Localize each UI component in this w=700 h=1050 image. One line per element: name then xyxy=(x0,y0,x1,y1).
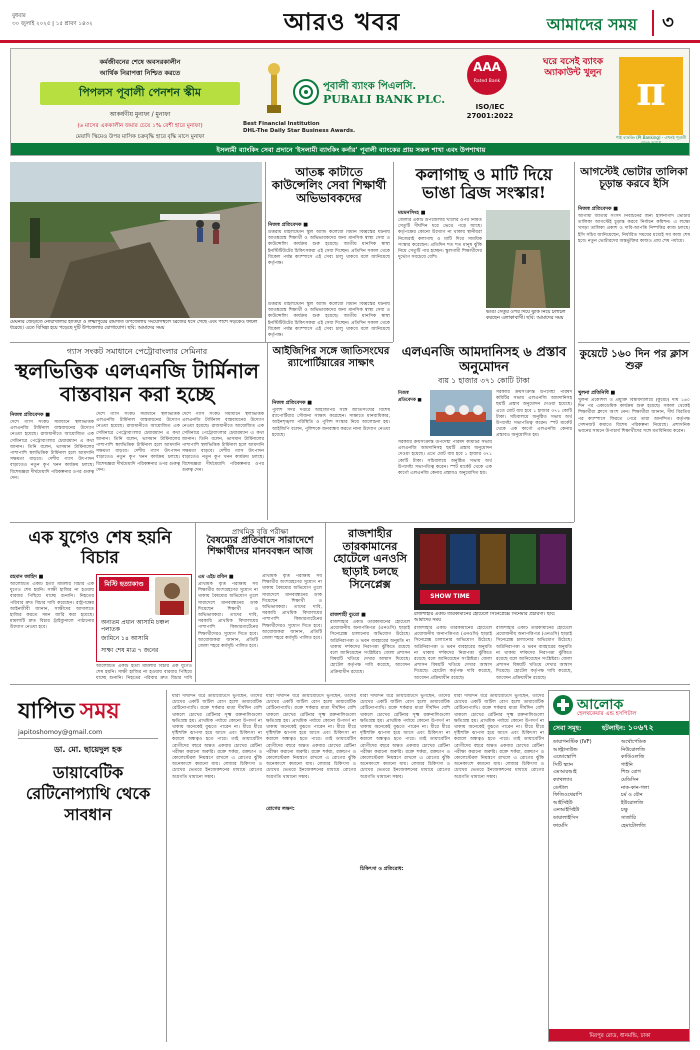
kalagach-photo-caption: ভাঙা সেতুর ওপর দিয়ে ঝুঁকি নিয়ে চলাচল করছেন এলাকাবাসী। ছবি: আমাদের সময় xyxy=(486,310,566,321)
health-brand-bottom: সময় xyxy=(79,698,120,724)
rating-value: AAA xyxy=(473,60,501,74)
hotline-label: হটলাইন: xyxy=(601,724,626,732)
hotline-number: ১০৬৭২ xyxy=(627,723,654,732)
teachers-headline: বৈষম্যের প্রতিবাদে সারাদেশে শিক্ষার্থীদের মানববন্ধন আজ xyxy=(206,535,314,557)
bank-ad xyxy=(10,48,690,156)
offer-bullet-2: (৬ মাসের এককালীন জমার চেয়ে ১% বেশী হারে মুনাফা) xyxy=(77,123,203,129)
services-list xyxy=(553,739,617,830)
service-item: মেডিসিন xyxy=(621,776,639,783)
health-sub-1: রোগের লক্ষণ: xyxy=(266,806,356,813)
page-number: ৩ xyxy=(652,10,682,36)
rule-h2 xyxy=(10,522,574,523)
offer-line-2: আর্থিক নিরাপত্তা নিশ্চিত করতে xyxy=(99,69,181,77)
brand-logo: আমাদের সময় xyxy=(546,15,637,34)
lng-ship-photo xyxy=(430,390,492,436)
cinema-body-col3: রাজশাহীর একটি তারকামানের হোটেলে প্রয়োজনীয় অনাপত্তিপত্র (এনওসি) ছাড়াই সিনেপ্লেক্স চালানোর অভিযোগ উঠেছে। অগ্নিনিরাপত্তা ও ভবন ব্যবহারের অনুমতি না থাকায় দর্শকদের নিরাপত্তা ঝুঁকিতে রয়েছে বলে জানিয়েছেন সংশ্লিষ্টরা। জেলা প্রশাসন বিষয়টি খতিয়ে দেখার আশ্বাস দিয়েছে। হোটেল কর্তৃপক্ষ দাবি করেছে, আবেদন প্রক্রিয়াধীন রয়েছে। xyxy=(496,626,572,680)
voter-byline: নিজস্ব প্রতিবেদক ■ xyxy=(578,206,618,212)
award-line-2: DHL-The Daily Star Business Awards. xyxy=(243,128,356,134)
service-item: চর্ম ও যৌন xyxy=(621,792,643,799)
bridge-photo-caption: মেঘনার জেড়াতে নোয়াখালীর হাতিয়া ও লক্ষ্মীপুরের রামগতি উপজেলায় সংযোগস্থলে ব্রিজের ধসে গেছে এবং পাশে সড়কেও ফাটল ধরেছে। এতে বিচ্ছিন্ন হয়ে পড়েছে দুটি উপজেলার যোগাযোগ। ছবি: আমাদের সময় xyxy=(10,320,258,331)
hospital-ad xyxy=(548,690,690,1042)
teachers-body-col1: প্রাথমিক বৃত্তি পরীক্ষায় সব শিক্ষার্থীর অংশগ্রহণের সুযোগ না থাকায় বৈষম্যের অভিযোগ তুলে সারাদেশে মানববন্ধনের ডাক দিয়েছেন শিক্ষার্থী ও অভিভাবকরা। তাদের দাবি, সরকারি প্রাথমিক বিদ্যালয়ের পাশাপাশি কিন্ডারগার্টেনের শিক্ষার্থীদেরও সুযোগ দিতে হবে। আয়োজকরা জানান, প্রতিটি জেলা শহরে কর্মসূচি পালিত হবে। xyxy=(198,582,258,650)
services-list-2 xyxy=(621,739,687,830)
offer-line-1: কর্মজীবনের শেষে অবসরকালীন xyxy=(99,58,181,66)
poster-5 xyxy=(540,534,566,584)
lng-body-col3: দেশে গ্যাস সংকট সমাধানে স্থলভিত্তিক এলএনজি টার্মিনাল বাস্তবায়নের উদ্যোগ নেওয়া হয়েছে। রাজধানীতে আয়োজিত এক সেমিনারে পেট্রোবাংলার চেয়ারম্যান এ কথা জানান। তিনি বলেন, ভাসমান টার্মিনালের পাশাপাশি স্থলভিত্তিক টার্মিনাল হলে আমদানি সক্ষমতা বাড়বে। দেশীয় গ্যাস উৎপাদন বাড়াতেও নতুন কূপ খনন কার্যক্রম চলছে। বিশেষজ্ঞরা দীর্ঘমেয়াদি পরিকল্পনার ওপর গুরুত্ব দেন। xyxy=(182,412,264,473)
award-text xyxy=(243,121,383,135)
service-item: এনআইসিইউ xyxy=(553,807,580,814)
pension-offer xyxy=(25,57,255,142)
cinema-byline: রাজশাহী ব্যুরো ■ xyxy=(330,612,366,618)
health-sub-2: চিকিৎসা ও প্রতিরোধ: xyxy=(360,866,450,873)
hospital-subtitle: হেলথকেয়ার এন্ড হসপিটাল xyxy=(577,711,637,717)
lng-import-body-col1: সরকারি ক্রয়সংক্রান্ত উপদেষ্টা পরিষদ কমিটির সভায় এলএনজি আমদানিসহ ছয়টি প্রস্তাব অনুমোদন দেওয়া হয়েছে। এতে মোট ব্যয় হবে ১ হাজার ৩৭১ কোটি টাকা। সচিবালয়ে অনুষ্ঠিত সভায় অর্থ উপদেষ্টা সভাপতিত্ব করেন। স্পট মার্কেট থেকে এক কার্গো এলএনজি কেনার প্রস্তাবও অনুমোদিত হয়। xyxy=(398,440,492,477)
health-brand-top: যাপিত xyxy=(18,698,75,724)
hospital-name: আলোক xyxy=(577,697,624,713)
lng-headline: স্থলভিত্তিক এলএনজি টার্মিনাল বাস্তবায়ন করা হচ্ছে xyxy=(15,359,259,406)
pi-icon: π xyxy=(619,57,683,135)
cinema-caption: রাজশাহীর একটি তারকামানের হোটেলে সিনেপ্লেক্সে সিনেমার প্রচারণা। ছবি: আমাদের সময় xyxy=(414,612,556,623)
date-line: বুধবার ৩০ জুলাই ২০২৫ | ১৫ শ্রাবণ ১৪৩২ xyxy=(12,13,93,27)
missed-box-item-3: সাক্ষ্য শেষ মাত্র ৭ জনের xyxy=(101,647,159,654)
lng-byline: নিজস্ব প্রতিবেদক ■ xyxy=(10,412,50,418)
service-item: ইউরোলজি xyxy=(621,799,644,806)
rating-label: Rated Bank xyxy=(473,79,501,84)
health-body-col1: যারা দীর্ঘদিন ধরে ডায়াবেটিসে ভুগছেন, তাদের চোখের একটি জটিল রোগ হলো ডায়াবেটিক রেটিনোপ্যাথি। রক্তে শর্করার মাত্রা দীর্ঘদিন বেশি থাকলে চোখের রেটিনার সূক্ষ্ম রক্তনালিগুলো ক্ষতিগ্রস্ত হয়। প্রাথমিক পর্যায়ে কোনো উপসর্গ না থাকায় অনেকেই বুঝতে পারেন না। ধীরে ধীরে দৃষ্টিশক্তি ঝাপসা হয়ে আসে এবং চিকিৎসা না করালে অন্ধত্বও হতে পারে। তাই ডায়াবেটিস রোগীদের বছরে অন্তত একবার চোখের রেটিনা পরীক্ষা করানো জরুরি। রক্তে শর্করা, রক্তচাপ ও কোলেস্টেরল নিয়ন্ত্রণে রাখলে এ রোগের ঝুঁকি অনেকাংশে কমানো যায়। লেজার চিকিৎসা ও চোখের ভেতরে ইনজেকশনের মাধ্যমে রোগের অগ্রগতি থামানো সম্ভব। xyxy=(172,694,262,780)
trial-byline: রহমান জাহিদ ■ xyxy=(10,574,44,580)
hospital-address: মিরপুর রোড, ধানমন্ডি, ঢাকা xyxy=(549,1029,690,1042)
service-item: নিউরোলজি xyxy=(621,746,646,753)
service-item: সার্জারি xyxy=(621,814,636,821)
rule-v4 xyxy=(267,342,268,520)
rule-h-voter xyxy=(578,342,690,343)
rule-v2 xyxy=(393,162,394,342)
igp-body: পুলিশ সদর দপ্তরে আইজিপির সঙ্গে জাতিসংঘের বিশেষ র‌্যাপোর্টিয়ার সৌজন্য সাক্ষাৎ করেছেন। সাক্ষাতে মানবাধিকার, আইনশৃঙ্খলা পরিস্থিতি ও পুলিশ সংস্কার নিয়ে আলোচনা হয়। আইজিপি বলেন, পুলিশকে জনবান্ধব করতে নানা উদ্যোগ নেওয়া হয়েছে। xyxy=(272,408,390,438)
health-email: japitoshomoy@gmail.com xyxy=(18,728,103,736)
rule-v1 xyxy=(265,162,266,342)
health-body-col4: যারা দীর্ঘদিন ধরে ডায়াবেটিসে ভুগছেন, তাদের চোখের একটি জটিল রোগ হলো ডায়াবেটিক রেটিনোপ্যাথি। রক্তে শর্করার মাত্রা দীর্ঘদিন বেশি থাকলে চোখের রেটিনার সূক্ষ্ম রক্তনালিগুলো ক্ষতিগ্রস্ত হয়। প্রাথমিক পর্যায়ে কোনো উপসর্গ না থাকায় অনেকেই বুঝতে পারেন না। ধীরে ধীরে দৃষ্টিশক্তি ঝাপসা হয়ে আসে এবং চিকিৎসা না করালে অন্ধত্বও হতে পারে। তাই ডায়াবেটিস রোগীদের বছরে অন্তত একবার চোখের রেটিনা পরীক্ষা করানো জরুরি। রক্তে শর্করা, রক্তচাপ ও কোলেস্টেরল নিয়ন্ত্রণে রাখলে এ রোগের ঝুঁকি অনেকাংশে কমানো যায়। লেজার চিকিৎসা ও চোখের ভেতরে ইনজেকশনের মাধ্যমে রোগের অগ্রগতি থামানো সম্ভব। xyxy=(454,694,544,780)
hospital-hotline-bar xyxy=(549,721,690,735)
masthead-rule xyxy=(0,40,700,43)
trial-body-col1: আলোচিত একটি হত্যা মামলার বিচার এক যুগেও শেষ হয়নি। সাক্ষী হাজির না হওয়ায় বারবার পিছিয়ে যাচ্ছে শুনানি। নিহতের পরিবার দ্রুত বিচার দাবি করেছেন। রাষ্ট্রপক্ষের আইনজীবী জানান, সাক্ষীদের আদালতে হাজির করতে সমন জারি করা হয়েছে। মামলাটি দ্রুত বিচার ট্রাইব্যুনালে পাঠানোর উদ্যোগ নেওয়া হবে। xyxy=(10,582,94,631)
service-item: কার্ডিওলজি xyxy=(621,754,645,761)
missed-box-item-1: অন্যতম প্রধান আসামি চঞ্চল পলাতক xyxy=(101,619,169,633)
trial-body-col2: আলোচিত একটি হত্যা মামলার বিচার এক যুগেও শেষ হয়নি। সাক্ষী হাজির না হওয়ায় বারবার পিছিয়ে যাচ্ছে শুনানি। নিহতের পরিবার দ্রুত বিচার দাবি xyxy=(96,664,192,680)
poster-3 xyxy=(480,534,506,584)
counseling-headline: আতঙ্ক কাটাতে কাউন্সেলিং সেবা শিক্ষার্থী অভিভাবকদের xyxy=(271,165,387,206)
kuet-body: খুলনা প্রকৌশল ও প্রযুক্তি বিশ্ববিদ্যালয়ে (কুয়েট) দীর্ঘ ১৬০ দিন পর একাডেমিক কার্যক্রম শুরু হয়েছে। সকাল থেকেই শিক্ষার্থীরা ক্লাসে অংশ নেন। শিক্ষার্থীরা জানান, দীর্ঘ বিরতির পর ক্যাম্পাসে ফিরতে পেরে তারা আনন্দিত। কর্তৃপক্ষ সেশনজট কমাতে বিশেষ পরিকল্পনা নিয়েছে। প্রশাসনিক ভবনের সামনে উপাচার্য শিক্ষার্থীদের সঙ্গে মতবিনিময় করেন। xyxy=(578,398,690,435)
teachers-kicker: প্রাথমিক বৃত্তি পরীক্ষা xyxy=(231,528,289,536)
lng-import-kicker: ব্যয় ১ হাজার ৩৭১ কোটি টাকা xyxy=(438,376,530,385)
rule-h1 xyxy=(10,342,393,343)
service-item: ফিজিওথেরাপি xyxy=(553,792,582,799)
hospital-logo-bar xyxy=(549,691,690,721)
kuet-byline: খুলনা প্রতিনিধি ■ xyxy=(578,390,616,396)
health-email-rule xyxy=(18,738,158,739)
lng-import-headline: এলএনজি আমদানিসহ ৬ প্রস্তাব অনুমোদন xyxy=(401,345,567,375)
cinema-photo xyxy=(414,528,572,610)
lng-body-col1: দেশে গ্যাস সংকট সমাধানে স্থলভিত্তিক এলএনজি টার্মিনাল বাস্তবায়নের উদ্যোগ নেওয়া হয়েছে। রাজধানীতে আয়োজিত এক সেমিনারে পেট্রোবাংলার চেয়ারম্যান এ কথা জানান। তিনি বলেন, ভাসমান টার্মিনালের পাশাপাশি স্থলভিত্তিক টার্মিনাল হলে আমদানি সক্ষমতা বাড়বে। দেশীয় গ্যাস উৎপাদন বাড়াতেও নতুন কূপ খনন কার্যক্রম চলছে। বিশেষজ্ঞরা দীর্ঘমেয়াদি পরিকল্পনার ওপর গুরুত্ব দেন। xyxy=(10,420,94,481)
teachers-body-col2: প্রাথমিক বৃত্তি পরীক্ষায় সব শিক্ষার্থীর অংশগ্রহণের সুযোগ না থাকায় বৈষম্যের অভিযোগ তুলে সারাদেশে মানববন্ধনের ডাক দিয়েছেন শিক্ষার্থী ও অভিভাবকরা। তাদের দাবি, সরকারি প্রাথমিক বিদ্যালয়ের পাশাপাশি কিন্ডারগার্টেনের শিক্ষার্থীদেরও সুযোগ দিতে হবে। আয়োজকরা জানান, প্রতিটি জেলা শহরে কর্মসূচি পালিত হবে। xyxy=(262,574,322,642)
kalagach-body: জেলার একটি উপজেলার খালের ওপর নির্মিত সেতুটি দীর্ঘদিন ধরে ভেঙে পড়ে আছে। কর্তৃপক্ষের কোনো উদ্যোগ না থাকায় স্থানীয়রা নিজেরাই কলাগাছ ও মাটি দিয়ে সাময়িক সংস্কার করেছেন। প্রতিদিন শত শত মানুষ ঝুঁকি নিয়ে সেতুটি পার হচ্ছেন। স্কুলগামী শিক্ষার্থীদের দুর্ভোগ সবচেয়ে বেশি। xyxy=(398,218,482,261)
service-item: হেমাটোলজি xyxy=(621,822,646,829)
igp-byline: নিজস্ব প্রতিবেদক ■ xyxy=(272,400,312,406)
service-item: সিটি স্ক্যান xyxy=(553,761,573,768)
bank-name-en: PUBALI BANK PLC. xyxy=(323,93,446,106)
lng-import-body-col2: সরকারি ক্রয়সংক্রান্ত উপদেষ্টা পরিষদ কমিটির সভায় এলএনজি আমদানিসহ ছয়টি প্রস্তাব অনুমোদন দেওয়া হয়েছে। এতে মোট ব্যয় হবে ১ হাজার ৩৭১ কোটি টাকা। সচিবালয়ে অনুষ্ঠিত সভায় অর্থ উপদেষ্টা সভাপতিত্ব করেন। স্পট মার্কেট থেকে এক কার্গো এলএনজি কেনার প্রস্তাবও অনুমোদিত হয়। xyxy=(496,390,572,439)
poster-1 xyxy=(420,534,446,584)
cinema-headline: রাজশাহীর তারকামানের হোটেলে এনওসি ছাড়াই চলছে সিনেপ্লেক্স xyxy=(333,527,407,591)
voter-headline: আগস্টেই ভোটার তালিকা চূড়ান্ত করবে ইসি xyxy=(580,166,688,191)
rule-v3 xyxy=(574,162,575,522)
service-item: নাক-কান-গলা xyxy=(621,784,649,791)
offer-bullet-1: আকর্ষণীয় মুনাফা / মুনাফা xyxy=(109,111,171,118)
service-item: শিশু রোগ xyxy=(621,769,641,776)
offer-bullet-3: মেয়াদি স্কিমেও উপর মাসিক চক্রবৃদ্ধি হারে বৃদ্ধি মাসে মুনাফা xyxy=(75,134,205,140)
lng-body-col2: দেশে গ্যাস সংকট সমাধানে স্থলভিত্তিক এলএনজি টার্মিনাল বাস্তবায়নের উদ্যোগ নেওয়া হয়েছে। রাজধানীতে আয়োজিত এক সেমিনারে পেট্রোবাংলার চেয়ারম্যান এ কথা জানান। তিনি বলেন, ভাসমান টার্মিনালের পাশাপাশি স্থলভিত্তিক টার্মিনাল হলে আমদানি সক্ষমতা বাড়বে। দেশীয় গ্যাস উৎপাদন বাড়াতেও নতুন কূপ খনন কার্যক্রম চলছে। বিশেষজ্ঞরা দীর্ঘমেয়াদি পরিকল্পনার ওপর গুরুত্ব দেন। xyxy=(96,412,180,473)
service-item: আল্ট্রাসাউন্ড xyxy=(553,746,578,753)
section-title: আরও খবর xyxy=(283,7,401,36)
missed-box-avatar xyxy=(155,577,189,615)
health-body-col3: যারা দীর্ঘদিন ধরে ডায়াবেটিসে ভুগছেন, তাদের চোখের একটি জটিল রোগ হলো ডায়াবেটিক রেটিনোপ্যাথি। রক্তে শর্করার মাত্রা দীর্ঘদিন বেশি থাকলে চোখের রেটিনার সূক্ষ্ম রক্তনালিগুলো ক্ষতিগ্রস্ত হয়। প্রাথমিক পর্যায়ে কোনো উপসর্গ না থাকায় অনেকেই বুঝতে পারেন না। ধীরে ধীরে দৃষ্টিশক্তি ঝাপসা হয়ে আসে এবং চিকিৎসা না করালে অন্ধত্বও হতে পারে। তাই ডায়াবেটিস রোগীদের বছরে অন্তত একবার চোখের রেটিনা পরীক্ষা করানো জরুরি। রক্তে শর্করা, রক্তচাপ ও কোলেস্টেরল নিয়ন্ত্রণে রাখলে এ রোগের ঝুঁকি অনেকাংশে কমানো যায়। লেজার চিকিৎসা ও চোখের ভেতরে ইনজেকশনের মাধ্যমে রোগের অগ্রগতি থামানো সম্ভব। xyxy=(360,694,450,780)
kalagach-byline: ময়মনসিংহ ■ xyxy=(398,210,426,216)
service-item: অর্থোপেডিক xyxy=(621,739,647,745)
pi-banking-label: পাই ব্যাংকিং (PI Banking) - এখনই পূবালী xyxy=(615,135,687,140)
iso-label: ISO/IEC 27001:2022 xyxy=(466,103,514,120)
scheme-name: পিপলস পূবালী পেনশন স্কীম xyxy=(40,82,240,105)
rule-v7 xyxy=(166,690,167,1042)
lng-import-byline: নিজস্ব প্রতিবেদক ■ xyxy=(398,391,422,403)
poster-2 xyxy=(450,534,476,584)
service-item: ডায়ালাইসিস xyxy=(553,814,579,821)
health-title: ডায়াবেটিক রেটিনোপ্যাথি থেকে সাবধান xyxy=(25,763,151,824)
health-body-col2: যারা দীর্ঘদিন ধরে ডায়াবেটিসে ভুগছেন, তাদের চোখের একটি জটিল রোগ হলো ডায়াবেটিক রেটিনোপ্যাথি। রক্তে শর্করার মাত্রা দীর্ঘদিন বেশি থাকলে চোখের রেটিনার সূক্ষ্ম রক্তনালিগুলো ক্ষতিগ্রস্ত হয়। প্রাথমিক পর্যায়ে কোনো উপসর্গ না থাকায় অনেকেই বুঝতে পারেন না। ধীরে ধীরে দৃষ্টিশক্তি ঝাপসা হয়ে আসে এবং চিকিৎসা না করালে অন্ধত্বও হতে পারে। তাই ডায়াবেটিস রোগীদের বছরে অন্তত একবার চোখের রেটিনা পরীক্ষা করানো জরুরি। রক্তে শর্করা, রক্তচাপ ও কোলেস্টেরল নিয়ন্ত্রণে রাখলে এ রোগের ঝুঁকি অনেকাংশে কমানো যায়। লেজার চিকিৎসা ও চোখের ভেতরে ইনজেকশনের মাধ্যমে রোগের অগ্রগতি থামানো সম্ভব। xyxy=(266,694,356,780)
service-item: ফার্মেসি xyxy=(553,822,568,829)
pubali-logo-icon xyxy=(293,79,319,105)
counseling-body-cont: উত্তরায় মাইলস্টোন স্কুল অ্যান্ড কলেজে বিমান বিধ্বস্তের ঘটনায় আতঙ্কগ্রস্ত শিক্ষার্থী ও অভিভাবকদের জন্য মানসিক স্বাস্থ্য সেবা ও কাউন্সেলিং কার্যক্রম শুরু হয়েছে। জাতীয় মানসিক স্বাস্থ্য ইনস্টিটিউটের চিকিৎসকরা এই সেবা দিচ্ছেন। প্রতিদিন সকাল থেকে বিকেল পর্যন্ত ক্যাম্পাসে এই সেবা চালু থাকবে বলে জানিয়েছে কর্তৃপক্ষ। xyxy=(268,302,390,339)
missed-box xyxy=(96,574,192,662)
service-item: আইসিইউ xyxy=(553,799,573,806)
kalagach-headline: কলাগাছ ও মাটি দিয়ে ভাঙা ব্রিজ সংস্কার! xyxy=(415,165,553,203)
poster-4 xyxy=(510,534,536,584)
trophy-icon xyxy=(263,61,285,117)
rule-v5 xyxy=(195,522,196,682)
service-item: চক্ষু xyxy=(621,807,628,814)
health-doctor: ডা. মো. ছায়েদুল হক xyxy=(54,745,122,754)
award-line-1: Best Financial Institution xyxy=(243,121,320,127)
igp-headline: আইজিপির সঙ্গে জাতিসংঘের র‌্যাপোর্টিয়ারের সাক্ষাৎ xyxy=(272,346,390,369)
service-item: ক্যাথল্যাব xyxy=(553,776,573,783)
kuet-headline: কুয়েটে ১৬০ দিন পর ক্লাস শুরু xyxy=(579,348,689,373)
service-item: এমআরআই xyxy=(553,769,577,776)
rule-v6 xyxy=(325,522,326,682)
cinema-body-col1: রাজশাহীর একটি তারকামানের হোটেলে প্রয়োজনীয় অনাপত্তিপত্র (এনওসি) ছাড়াই সিনেপ্লেক্স চালানোর অভিযোগ উঠেছে। অগ্নিনিরাপত্তা ও ভবন ব্যবহারের অনুমতি না থাকায় দর্শকদের নিরাপত্তা ঝুঁকিতে রয়েছে বলে জানিয়েছেন সংশ্লিষ্টরা। জেলা প্রশাসন বিষয়টি খতিয়ে দেখার আশ্বাস দিয়েছে। হোটেল কর্তৃপক্ষ দাবি করেছে, আবেদন প্রক্রিয়াধীন রয়েছে। xyxy=(330,620,410,675)
missed-box-title: মিস্টি হত্যাকাণ্ড xyxy=(99,577,149,591)
kalagach-photo xyxy=(486,210,570,308)
counseling-byline: নিজস্ব প্রতিবেদক ■ xyxy=(268,222,308,228)
bank-name-bn: পূবালী ব্যাংক পিএলসি. xyxy=(323,81,417,92)
islamic-banking-banner: ইসলামী ব্যাংকিং সেবা প্রদানে 'ইসলামী ব্যাংকিং কর্নার' পূবালী ব্যাংকের প্রায় সকল শাখা এবং উপশাখায় xyxy=(11,143,690,156)
home-banking-text: ঘরে বসেই ব্যাংক অ্যাকাউন্ট খুলুন xyxy=(542,57,604,78)
missed-box-item-2: জামিনে ১৪ আসামি xyxy=(101,635,149,642)
cinema-body-col2: রাজশাহীর একটি তারকামানের হোটেলে প্রয়োজনীয় অনাপত্তিপত্র (এনওসি) ছাড়াই সিনেপ্লেক্স চালানোর অভিযোগ উঠেছে। অগ্নিনিরাপত্তা ও ভবন ব্যবহারের অনুমতি না থাকায় দর্শকদের নিরাপত্তা ঝুঁকিতে রয়েছে বলে জানিয়েছেন সংশ্লিষ্টরা। জেলা প্রশাসন বিষয়টি খতিয়ে দেখার আশ্বাস দিয়েছে। হোটেল কর্তৃপক্ষ দাবি করেছে, আবেদন প্রক্রিয়াধীন রয়েছে। xyxy=(414,626,492,680)
service-item: এন্ডোস্কোপি xyxy=(553,754,577,761)
service-item: ডেন্টাল xyxy=(553,784,568,791)
rating-badge xyxy=(467,55,507,95)
masthead xyxy=(12,6,688,42)
service-item: গাইনি xyxy=(621,761,633,768)
bridge-photo xyxy=(10,162,262,318)
voter-body: আগামী জাতীয় সংসদ নির্বাচনের জন্য হালনাগাদ ভোটার তালিকা আগস্টেই চূড়ান্ত করবে নির্বাচন কমিশন। এ লক্ষ্যে খসড়া তালিকা প্রকাশ ও দাবি-আপত্তি নিষ্পত্তির কাজ চলছে। ইসি সচিব জানিয়েছেন, নির্ধারিত সময়ের মধ্যেই সব কাজ শেষ হবে। নতুন ভোটারদের অন্তর্ভুক্তির কাজও প্রায় শেষ পর্যায়ে। xyxy=(578,214,690,244)
lng-kicker: গ্যাস সংকট সমাধানে পেট্রোবাংলার সেমিনার xyxy=(66,347,208,356)
hospital-logo-icon xyxy=(553,695,573,715)
service-item: ডায়াগনস্টিক (IVF) xyxy=(553,739,592,745)
showtime-label: SHOW TIME xyxy=(420,590,480,604)
rule-h3 xyxy=(10,684,690,685)
trial-headline: এক যুগেও শেষ হয়নি বিচার xyxy=(28,528,172,568)
services-title: সেবা সমূহ: xyxy=(553,724,582,732)
counseling-body: উত্তরায় মাইলস্টোন স্কুল অ্যান্ড কলেজে বিমান বিধ্বস্তের ঘটনায় আতঙ্কগ্রস্ত শিক্ষার্থী ও অভিভাবকদের জন্য মানসিক স্বাস্থ্য সেবা ও কাউন্সেলিং কার্যক্রম শুরু হয়েছে। জাতীয় মানসিক স্বাস্থ্য ইনস্টিটিউটের চিকিৎসকরা এই সেবা দিচ্ছেন। প্রতিদিন সকাল থেকে বিকেল পর্যন্ত ক্যাম্পাসে এই সেবা চালু থাকবে বলে জানিয়েছে কর্তৃপক্ষ। xyxy=(268,230,390,267)
teachers-byline: এম এইচ রবিন ■ xyxy=(198,574,234,580)
